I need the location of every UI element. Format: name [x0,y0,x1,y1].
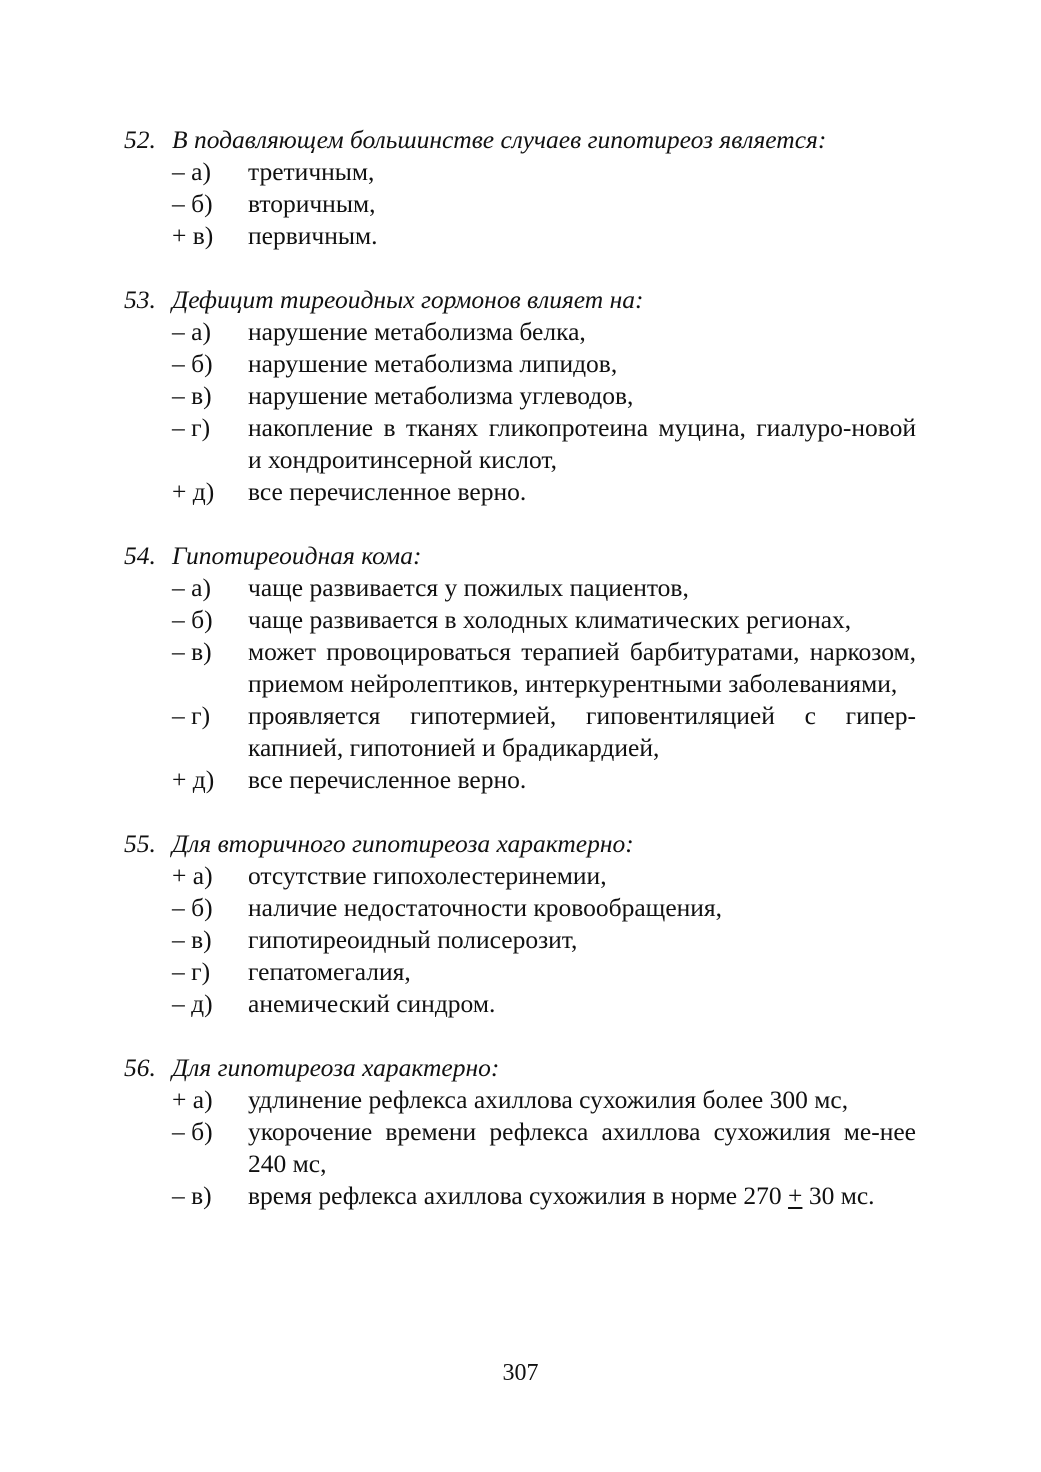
option-text: все перечисленное верно. [248,765,527,794]
answer-option [124,316,916,348]
answer-option [124,156,916,188]
answer-option [124,380,916,412]
option-mark: + д) [172,477,215,506]
option-text-before: время рефлекса ахиллова сухожилия в норме 270 [248,1181,789,1210]
question-heading [124,284,916,316]
answer-option [124,476,916,508]
option-mark: + в) [172,221,214,250]
answer-option [124,924,916,956]
question-list [124,124,916,1244]
option-text: нарушение метаболизма углеводов, [248,381,634,410]
question-number: 54. [124,541,156,570]
question-55 [124,828,916,1020]
option-mark: – б) [172,893,213,922]
option-mark: + д) [172,765,215,794]
question-number: 56. [124,1053,156,1082]
question-heading [124,1052,916,1084]
question-heading [124,540,916,572]
question-number: 53. [124,285,156,314]
answer-option [124,1180,916,1212]
question-heading [124,828,916,860]
question-text: Гипотиреоидная кома: [172,541,422,570]
option-mark: – в) [172,925,212,954]
question-text: Для гипотиреоза характерно: [172,1053,500,1082]
option-mark: – г) [172,701,211,730]
option-text: анемический синдром. [248,989,496,1018]
option-mark: + а) [172,1085,213,1114]
question-text: Для вторичного гипотиреоза характерно: [172,829,634,858]
answer-option [124,604,916,636]
answer-option [124,860,916,892]
option-text: гипотиреоидный полисерозит, [248,925,578,954]
question-heading [124,124,916,156]
option-mark: – г) [172,413,211,442]
option-mark: – а) [172,157,211,186]
option-mark: – б) [172,349,213,378]
option-text: все перечисленное верно. [248,477,527,506]
answer-option [124,892,916,924]
answer-option [124,220,916,252]
option-text: гепатомегалия, [248,957,411,986]
option-text: нарушение метаболизма липидов, [248,349,618,378]
option-text: может провоцироваться терапией барбитуратами, наркозом, приемом нейролептиков, интеркурентными заболеваниями, [248,637,916,698]
answer-option [124,412,916,476]
answer-option [124,764,916,796]
option-text: нарушение метаболизма белка, [248,317,586,346]
option-text: отсутствие гипохолестеринемии, [248,861,607,890]
option-mark: – в) [172,381,212,410]
option-mark: – б) [172,605,213,634]
answer-option [124,1116,916,1180]
option-text: первичным. [248,221,378,250]
option-text: чаще развивается в холодных климатических регионах, [248,605,852,634]
option-text [248,1180,916,1212]
plus-minus-sign: + [788,1181,803,1210]
option-text: третичным, [248,157,375,186]
option-mark: – а) [172,573,211,602]
option-mark: – б) [172,1117,213,1146]
option-mark: – а) [172,317,211,346]
answer-option [124,348,916,380]
option-mark: – в) [172,1181,212,1210]
answer-option [124,572,916,604]
answer-option [124,956,916,988]
option-mark: – б) [172,189,213,218]
option-text-after: 30 мс. [802,1181,875,1210]
option-mark: – д) [172,989,213,1018]
question-54 [124,540,916,796]
answer-option [124,700,916,764]
question-53 [124,284,916,508]
option-text: наличие недостаточности кровообращения, [248,893,723,922]
option-text: удлинение рефлекса ахиллова сухожилия более 300 мс, [248,1085,849,1114]
option-text: вторичным, [248,189,376,218]
option-text: укорочение времени рефлекса ахиллова сухожилия ме-нее 240 мс, [248,1117,916,1178]
answer-option [124,636,916,700]
question-text: Дефицит тиреоидных гормонов влияет на: [172,285,644,314]
question-text: В подавляющем большинстве случаев гипотиреоз является: [172,125,827,154]
option-text: чаще развивается у пожилых пациентов, [248,573,689,602]
question-56 [124,1052,916,1212]
option-mark: + а) [172,861,213,890]
answer-option [124,1084,916,1116]
option-text: проявляется гипотермией, гиповентиляцией с гипер-капнией, гипотонией и брадикардией, [248,701,916,762]
option-text: накопление в тканях гликопротеина муцина, гиалуро-новой и хондроитинсерной кислот, [248,413,916,474]
answer-option [124,988,916,1020]
page-number: 307 [502,1360,539,1386]
option-mark: – г) [172,957,211,986]
option-mark: – в) [172,637,212,666]
question-52 [124,124,916,252]
answer-option [124,188,916,220]
question-number: 55. [124,829,156,858]
question-number: 52. [124,125,156,154]
